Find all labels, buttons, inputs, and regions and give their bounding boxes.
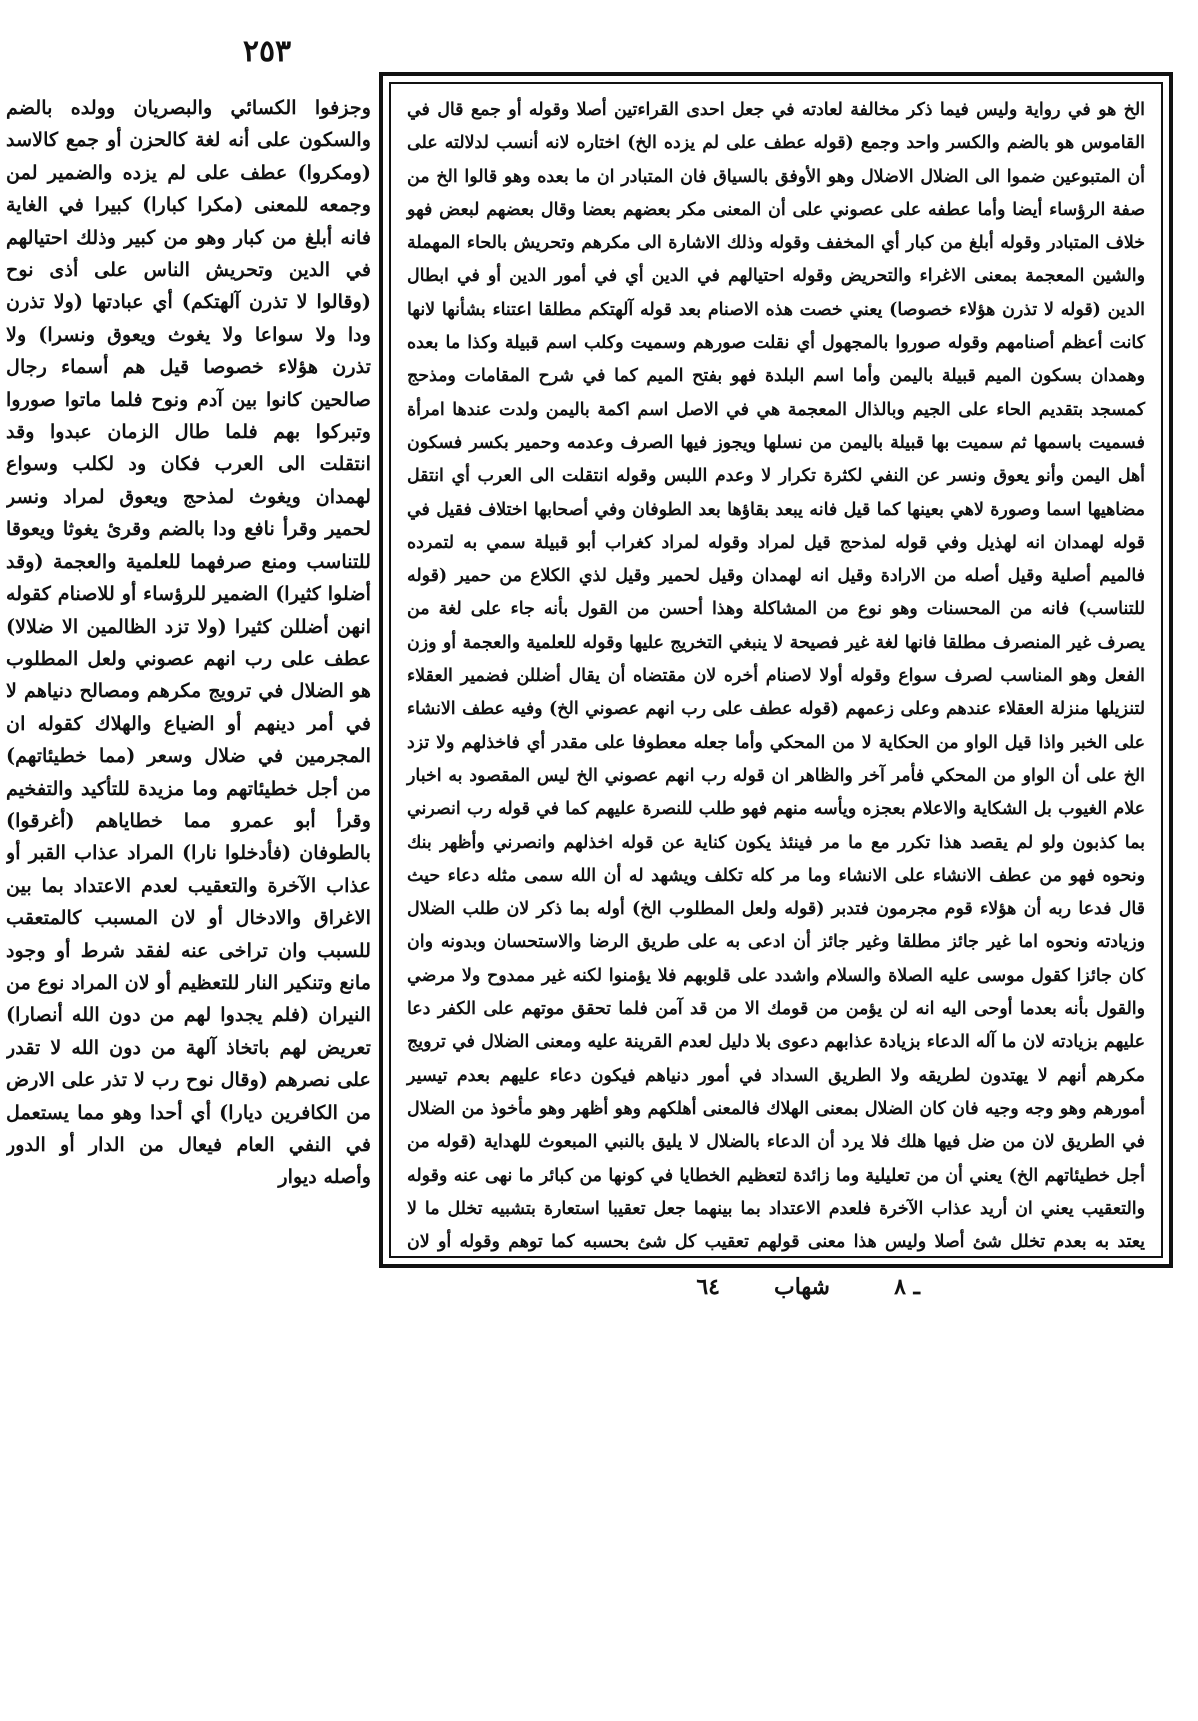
commentary-text: وجزفوا الكسائي والبصريان وولده بالضم والسكون على أنه لغة كالحزن أو جمع كالاسد (ومكروا) عطف على لم يزده والضمير لمن وجمعه للمعنى (مكرا كبارا) كبيرا في الغاية فانه أبلغ من كبار وهو من كبير وذلك احتيالهم في الدين وتحريش الناس على أذى نوح (وقالوا لا تذرن آلهتكم) أي عبادتها (ولا تذرن ودا ولا سواعا ولا يغوث ويعوق ونسرا) ولا تذرن هؤلاء خصوصا قيل هم أسماء رجال صالحين كانوا بين آدم ونوح فلما ماتوا صوروا وتبركوا بهم فلما طال الزمان عبدوا وقد انتقلت الى العرب فكان ود لكلب وسواع لهمدان ويغوث لمذحج ويعوق لمراد ونسر لحمير وقرأ نافع ودا بالضم وقرئ يغوثا ويعوقا للتناسب ومنع صرفهما للعلمية والعجمة (وقد أضلوا كثيرا) الضمير للرؤساء أو للاصنام كقوله انهن أضللن كثيرا (ولا تزد الظالمين الا ضلالا) عطف على رب انهم عصوني ولعل المطلوب هو الضلال في ترويج مكرهم ومصالح دنياهم لا في أمر دينهم أو الضياع والهلاك كقوله ان المجرمين في ضلال وسعر (مما خطيئاتهم) من أجل خطيئاتهم وما مزيدة للتأكيد والتفخيم وقرأ أبو عمرو مما خطاياهم (أغرقوا) بالطوفان (فأدخلوا نارا) المراد عذاب القبر أو عذاب الآخرة والتعقيب لعدم الاعتداد بما بين الاغراق والادخال أو لان المسبب كالمتعقب للسبب وان تراخى عنه لفقد شرط أو وجود مانع وتنكير النار للتعظيم أو لان المراد نوع من النيران (فلم يجدوا لهم من دون الله أنصارا) تعريض لهم باتخاذ آلهة من دون الله لا تقدر على نصرهم (وقال نوح رب لا تذر على الارض من الكافرين ديارا) أي أحدا وهو مما يستعمل في النفي العام فيعال من الدار أو الدور وأصله ديوار: [6, 96, 371, 1189]
main-text-body: [407, 94, 1145, 1258]
page-footer: [540, 1270, 960, 1310]
main-text: الخ هو في رواية وليس فيما ذكر مخالفة لعادته في جعل احدى القراءتين أصلا وقوله أو جمع قال في القاموس هو بالضم والكسر واحد وجمع (قوله عطف على لم يزده الخ) اختاره لانه أنسب لدلالته على أن المتبوعين ضموا الى الضلال الاضلال وهو الأوفق بالسياق فان المتبادر ان ما بعده وهو قالوا الخ من صفة الرؤساء أيضا وأما عطفه على عصوني على أن المعنى مكر بعضهم بعضا وقال بعضهم لبعض فهو خلاف المتبادر وقوله أبلغ من كبار أي المخفف وقوله وذلك الاشارة الى مكرهم وتحريش بالحاء المهملة والشين المعجمة بمعنى الاغراء والتحريض وقوله احتيالهم في الدين أي في أمور الدين أو في ابطال الدين (قوله لا تذرن هؤلاء خصوصا) يعني خصت هذه الاصنام بعد قوله آلهتكم مطلقا اعتناء بشأنها لانها كانت أعظم أصنامهم وقوله صوروا بالمجهول أي نقلت صورهم وسميت وكلب اسم قبيلة وكذا ما بعده وهمدان بسكون الميم قبيلة باليمن وأما اسم البلدة فهو بفتح الميم كما في شرح المقامات ومذحج كمسجد بتقديم الحاء على الجيم وبالذال المعجمة هي في الاصل اسم اكمة باليمن ولدت عندها امرأة فسميت باسمها ثم سميت بها قبيلة باليمن من نسلها ويجوز فيها الصرف وعدمه وحمير بكسر فسكون أهل اليمن وأنو يعوق ونسر عن النفي لكثرة تكرار لا وعدم اللبس وقوله انتقلت الى العرب أي انتقل مضاهيها اسما وصورة لاهي بعينها كما قيل فانه يبعد بقاؤها بعد الطوفان وفي أصحابها اختلاف فقيل في قوله لهمدان انه لهذيل وفي قوله لمذحج قيل لمراد وقوله لمراد كغراب أبو قبيلة سمي به لتمرده فالميم أصلية وقيل أصله من الارادة وقيل انه لهمدان وقيل لحمير وقيل لذي الكلاع من حمير (قوله للتناسب) فانه من المحسنات وهو نوع من المشاكلة وهذا أحسن من القول بأنه جاء على لغة من يصرف غير المنصرف مطلقا فانها لغة غير فصيحة لا ينبغي التخريج عليها وقوله للعلمية والعجمة أو وزن الفعل وهو المناسب لصرف سواع وقوله أولا لاصنام أخره لان مقتضاه أن يقال أضللن فضمير العقلاء لتنزيلها منزلة العقلاء عندهم وعلى زعمهم (قوله عطف على رب انهم عصوني الخ) وفيه عطف الانشاء على الخبر واذا قيل الواو من الحكاية لا من المحكي وأما جعله معطوفا على مقدر أي فاخذلهم ولا تزد الخ على أن الواو من المحكي فأمر آخر والظاهر ان قوله رب انهم عصوني الخ ليس المقصود به اخبار علام الغيوب بل الشكاية والاعلام بعجزه ويأسه منهم فهو طلب للنصرة عليهم كما في قوله رب انصرني بما كذبون ولو لم يقصد هذا تكرر مع ما مر فينئذ يكون كناية عن قوله اخذلهم وانصرني وأظهر بنك ونحوه فهو من عطف الانشاء على الانشاء وما مر كله تكلف ويشهد له أن الله سمى مثله دعاء حيث قال فدعا ربه أن هؤلاء قوم مجرمون فتدبر (قوله ولعل المطلوب الخ) أوله بما ذكر لان طلب الضلال وزيادته ونحوه اما غير جائز مطلقا وغير جائز أن ادعى به على طريق الرضا والاستحسان وبدونه وان كان جائزا كقول موسى عليه الصلاة والسلام واشدد على قلوبهم فلا يؤمنوا لكنه غير ممدوح ولا مرضي والقول بأنه بعدما أوحى اليه انه لن يؤمن من قومك الا من قد آمن فلما تحقق موتهم على الكفر دعا عليهم بزيادته لان ما آله الدعاء بزيادة عذابهم دعوى بلا دليل لعدم القرينة عليه ومعنى الضلال في ترويج مكرهم أنهم لا يهتدون لطريقه ولا الطريق السداد في أمور دنياهم فيكون دعاء عليهم بعدم تيسير أمورهم وهو وجه وجيه فان كان الضلال بمعنى الهلاك فالمعنى أهلكهم وهو أظهر وهو مأخوذ من الضلال في الطريق لان من ضل فيها هلك فلا يرد أن الدعاء بالضلال لا يليق بالنبي المبعوث للهداية (قوله من أجل خطيئاتهم الخ) يعني أن من تعليلية وما زائدة لتعظيم الخطايا في كونها من كبائر ما نهى عنه وقوله والتعقيب يعني ان أريد عذاب الآخرة فلعدم الاعتداد بما بينهما جعل تعقيبا استعارة بتشبيه تخلل ما لا يعتد به بعدم تخلل شئ أصلا وليس هذا معنى قولهم تعقيب كل شئ بحسبه كما توهم وقوله أو لان: [407, 100, 1145, 1253]
footer-page-signature: ٦٤: [696, 1274, 720, 1300]
main-text-frame: [379, 72, 1173, 1268]
footer-volume: ـ ٨: [894, 1274, 920, 1300]
commentary-column: [6, 92, 371, 1262]
page-number: ٢٥٣: [242, 34, 292, 69]
footer-title: شهاب: [774, 1274, 830, 1300]
main-text-inner-frame: [389, 82, 1163, 1258]
